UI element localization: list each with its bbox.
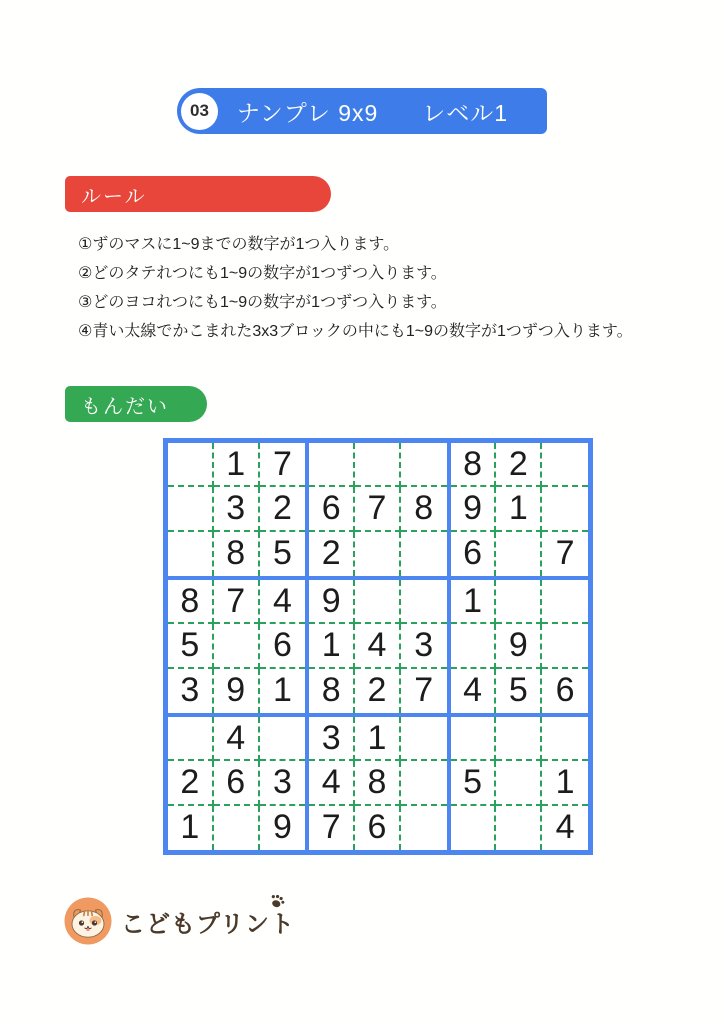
sudoku-cell-r9c9: 4 (555, 808, 575, 847)
sudoku-cell-r4c1: 8 (168, 580, 214, 624)
sudoku-cell-r7c4: 3 (309, 717, 355, 761)
sudoku-cell-r6c1: 3 (168, 669, 214, 713)
sudoku-cell-r3c1 (168, 532, 214, 576)
sudoku-cell-r6c9: 6 (555, 671, 575, 710)
sudoku-cell-r1c5 (355, 443, 401, 487)
sudoku-cell-r5c9 (542, 624, 588, 668)
sudoku-cell-r8c9: 1 (542, 761, 588, 805)
sudoku-cell-r2c3: 2 (260, 487, 306, 531)
sudoku-block-9 (451, 717, 588, 850)
sudoku-block-8 (309, 717, 446, 850)
rule-item-3: ③どのヨコれつにも1~9の数字が1つずつ入ります。 (78, 294, 447, 311)
sudoku-cell-r1c8: 2 (496, 443, 542, 487)
sudoku-cell-r8c7: 5 (451, 761, 497, 805)
sudoku-cell-r6c2: 9 (214, 669, 260, 713)
problem-banner-label: もんだい (81, 395, 169, 418)
sudoku-cell-r5c6: 3 (401, 624, 447, 668)
sudoku-cell-r1c4 (309, 443, 355, 487)
sudoku-cell-r9c3: 9 (272, 808, 292, 847)
sudoku-cell-r1c6 (401, 443, 447, 487)
sudoku-cell-r4c3: 4 (260, 580, 306, 624)
sudoku-cell-r5c4: 1 (309, 624, 355, 668)
sudoku-cell-r8c3: 3 (260, 761, 306, 805)
sudoku-cell-r4c6 (401, 580, 447, 624)
sudoku-cell-r5c7 (451, 624, 497, 668)
sudoku-cell-r6c5: 2 (355, 669, 401, 713)
sudoku-cell-r2c4: 6 (309, 487, 355, 531)
sudoku-block-6 (451, 580, 588, 713)
sudoku-cell-r5c5: 4 (355, 624, 401, 668)
sudoku-cell-r7c8 (496, 717, 542, 761)
page-title (218, 95, 547, 128)
sudoku-cell-r9c5: 6 (355, 806, 401, 850)
sudoku-cell-r2c6: 8 (401, 487, 447, 531)
sudoku-cell-r4c8 (496, 580, 542, 624)
sudoku-cell-r3c4: 2 (309, 532, 355, 576)
sudoku-cell-r4c9 (542, 580, 588, 624)
sudoku-cell-r9c8 (496, 806, 542, 850)
sudoku-block-4 (168, 580, 305, 713)
sudoku-cell-r2c1 (168, 487, 214, 531)
rules-banner-label: ルール (81, 185, 147, 208)
sudoku-cell-r9c2 (214, 806, 260, 850)
rule-item-2: ②どのタテれつにも1~9の数字が1つずつ入ります。 (78, 265, 447, 282)
site-logo (64, 897, 295, 945)
page-level-text: レベル1 (422, 99, 509, 126)
sudoku-cell-r2c5: 7 (355, 487, 401, 531)
sudoku-cell-r8c8 (496, 761, 542, 805)
sudoku-cell-r9c1: 1 (168, 806, 214, 850)
sudoku-cell-r4c2: 7 (214, 580, 260, 624)
sudoku-cell-r7c3 (260, 717, 306, 761)
rule-item-1: ①ずのマスに1~9までの数字が1つ入ります。 (78, 236, 400, 253)
problem-banner (65, 386, 207, 422)
sudoku-cell-r5c1: 5 (168, 624, 214, 668)
sudoku-block-2 (309, 443, 446, 576)
sudoku-grid (163, 438, 593, 855)
sudoku-cell-r9c4: 7 (309, 806, 355, 850)
cat-logo-icon (64, 897, 112, 945)
sudoku-cell-r8c4: 4 (309, 761, 355, 805)
sudoku-cell-r7c7 (451, 717, 497, 761)
sudoku-cell-r7c2: 4 (214, 717, 260, 761)
sudoku-cell-r2c7: 9 (451, 487, 497, 531)
sudoku-cell-r4c7: 1 (451, 580, 497, 624)
sudoku-cell-r3c7: 6 (451, 532, 497, 576)
sudoku-block-5 (309, 580, 446, 713)
sudoku-cell-r7c9 (542, 717, 588, 761)
rule-item-4: ④青い太線でかこまれた3x3ブロックの中にも1~9の数字が1つずつ入ります。 (78, 323, 633, 340)
sudoku-cell-r2c8: 1 (496, 487, 542, 531)
sudoku-cell-r8c2: 6 (214, 761, 260, 805)
page-title-text: ナンプレ 9x9 (236, 99, 379, 126)
sudoku-cell-r1c7: 8 (451, 443, 497, 487)
sudoku-cell-r9c6 (401, 806, 447, 850)
sudoku-cell-r8c6 (401, 761, 447, 805)
sudoku-cell-r6c7: 4 (451, 669, 497, 713)
page-number-badge: 03 (181, 93, 218, 130)
sudoku-cell-r1c1 (168, 443, 214, 487)
sudoku-cell-r2c2: 3 (214, 487, 260, 531)
sudoku-cell-r3c2: 8 (214, 532, 260, 576)
sudoku-block-1 (168, 443, 305, 576)
paw-icon (267, 891, 287, 910)
sudoku-cell-r3c8 (496, 532, 542, 576)
worksheet-header (177, 88, 547, 134)
sudoku-cell-r2c9 (542, 487, 588, 531)
sudoku-cell-r5c2 (214, 624, 260, 668)
rules-banner (65, 176, 331, 212)
sudoku-cell-r7c6 (401, 717, 447, 761)
sudoku-cell-r8c5: 8 (355, 761, 401, 805)
sudoku-cell-r1c9 (542, 443, 588, 487)
sudoku-cell-r1c2: 1 (214, 443, 260, 487)
sudoku-cell-r6c4: 8 (309, 669, 355, 713)
sudoku-cell-r3c3: 5 (272, 534, 292, 573)
sudoku-cell-r5c8: 9 (496, 624, 542, 668)
sudoku-cell-r9c7 (451, 806, 497, 850)
site-logo-text: こどもプリント (121, 910, 296, 938)
rules-list (78, 230, 633, 346)
sudoku-cell-r6c6: 7 (414, 671, 434, 710)
sudoku-cell-r4c5 (355, 580, 401, 624)
sudoku-cell-r5c3: 6 (260, 624, 306, 668)
sudoku-cell-r6c8: 5 (496, 669, 542, 713)
sudoku-cell-r3c6 (401, 532, 447, 576)
sudoku-cell-r4c4: 9 (309, 580, 355, 624)
sudoku-block-3 (451, 443, 588, 576)
sudoku-block-7 (168, 717, 305, 850)
sudoku-cell-r8c1: 2 (168, 761, 214, 805)
sudoku-cell-r7c1 (168, 717, 214, 761)
sudoku-cell-r7c5: 1 (355, 717, 401, 761)
sudoku-cell-r1c3: 7 (260, 443, 306, 487)
sudoku-cell-r6c3: 1 (272, 671, 292, 710)
sudoku-cell-r3c9: 7 (555, 534, 575, 573)
sudoku-cell-r3c5 (355, 532, 401, 576)
